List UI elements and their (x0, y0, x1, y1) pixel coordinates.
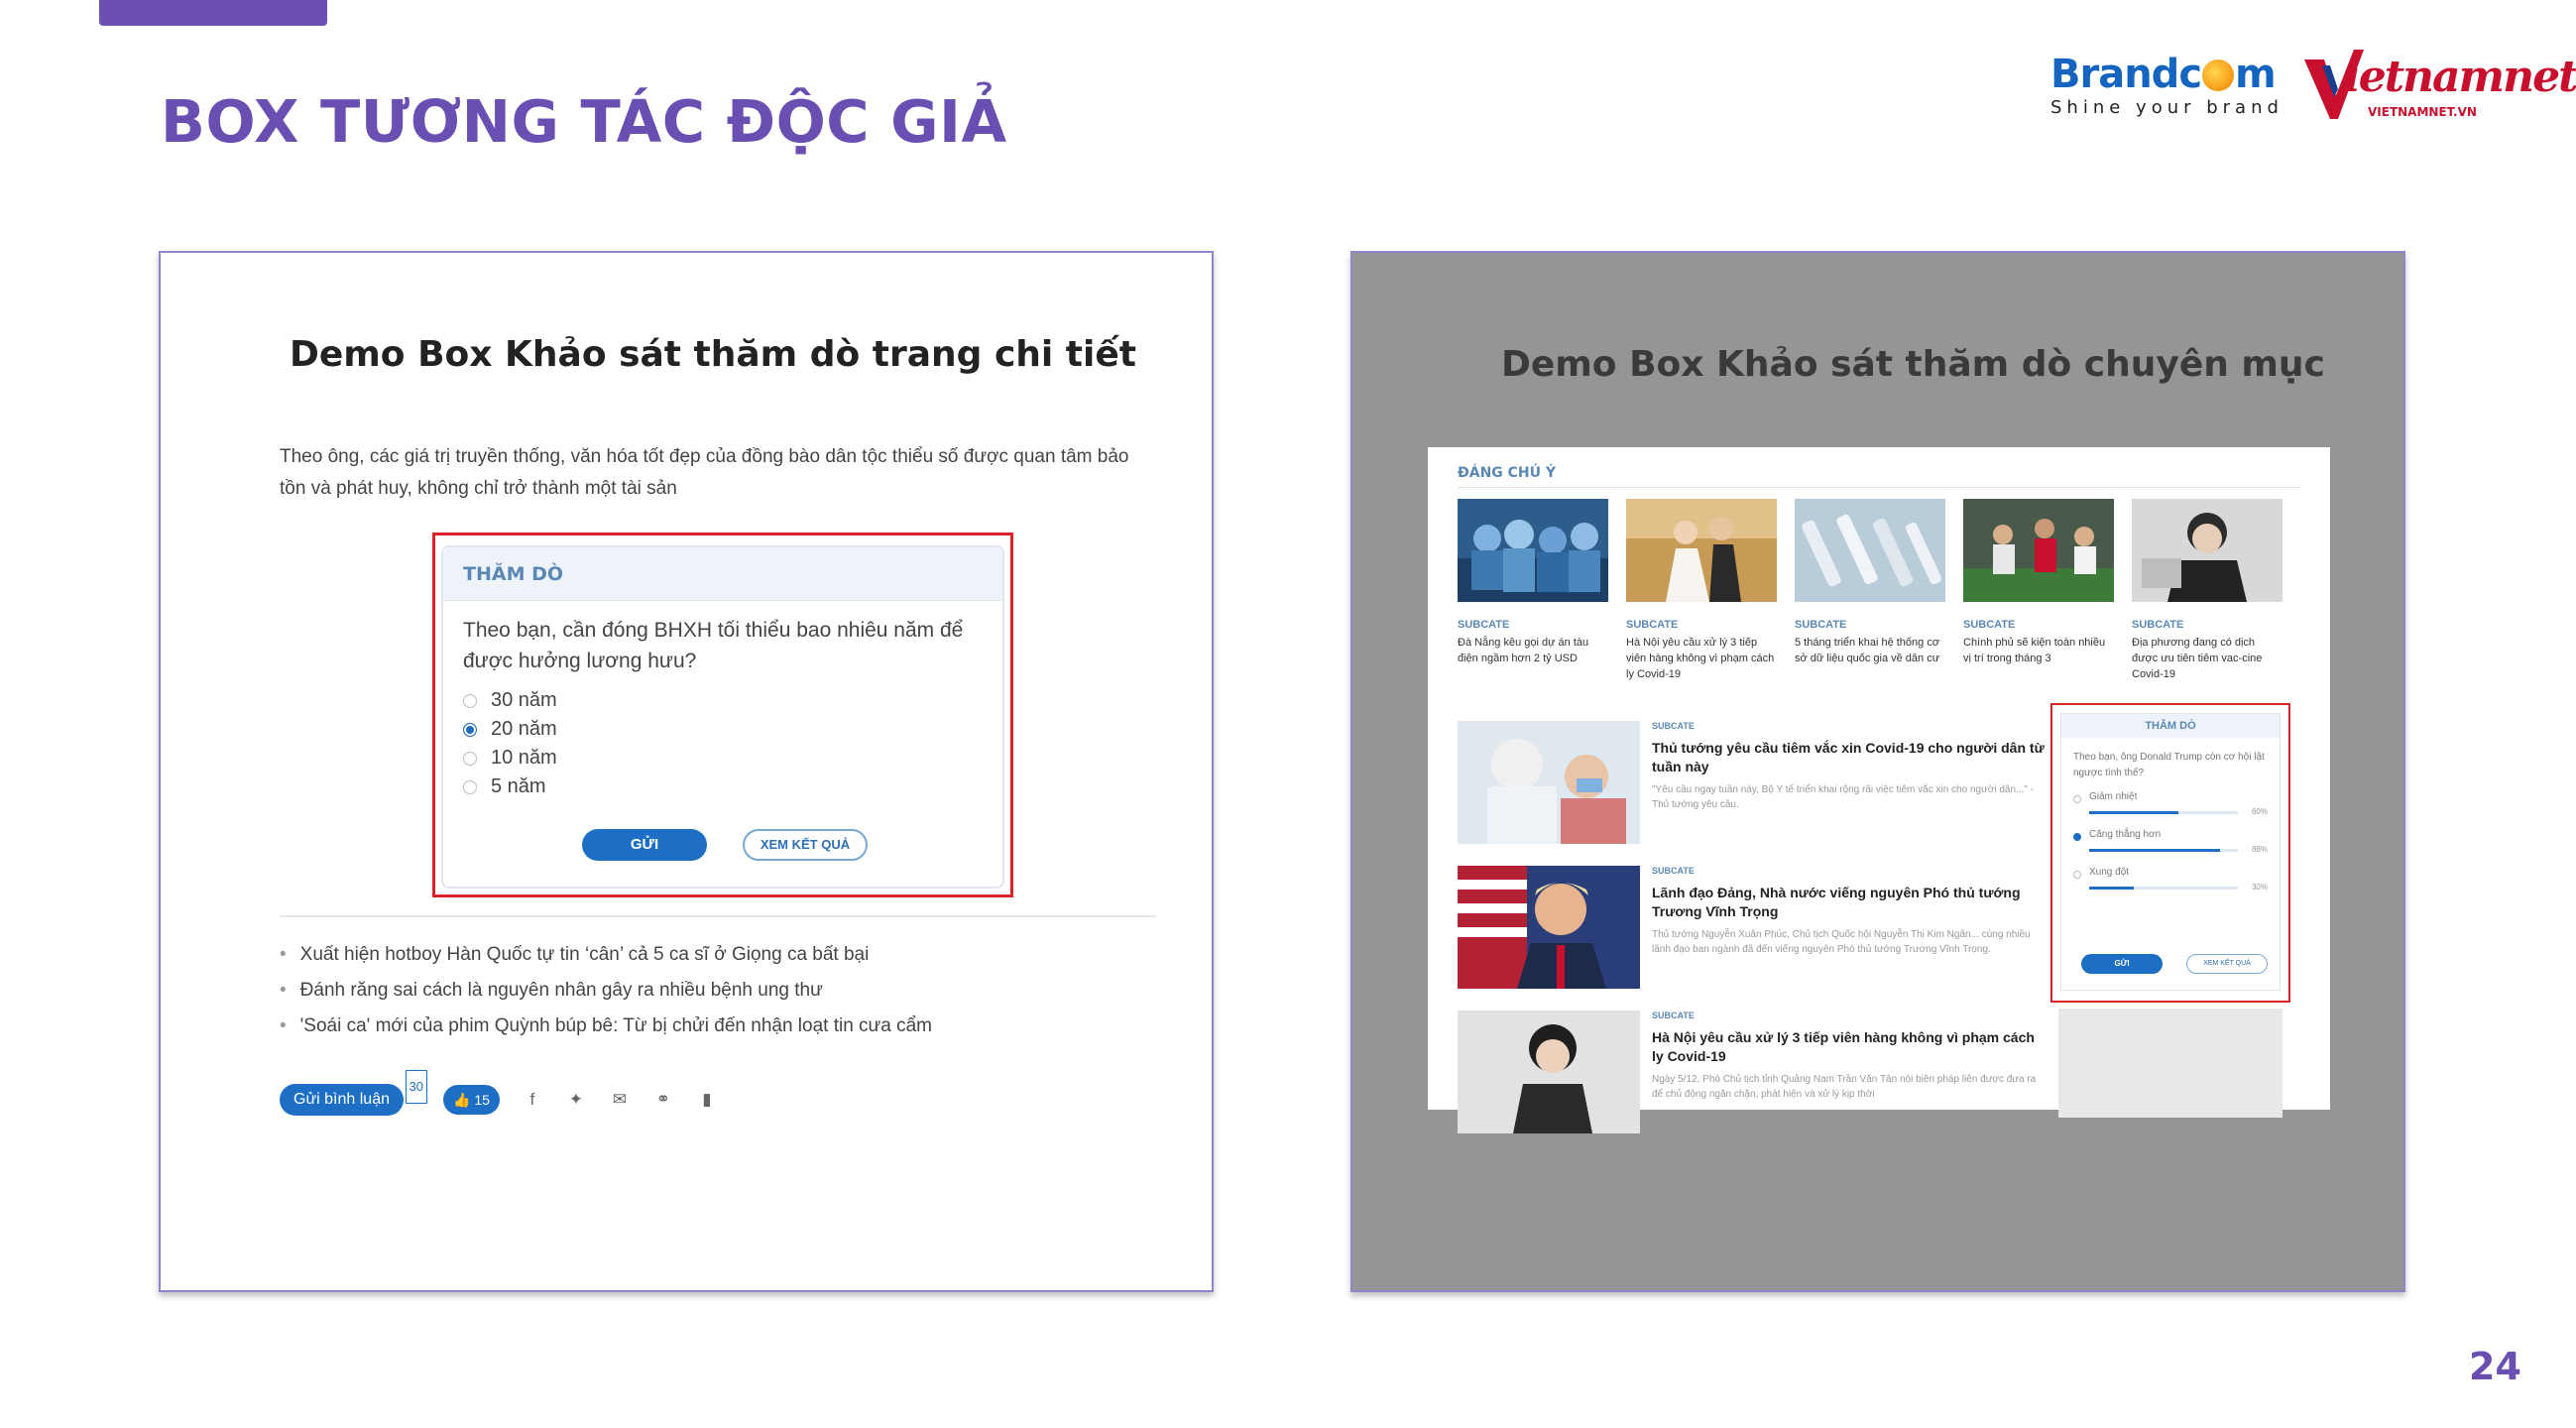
card-image-vaccine (1795, 499, 1945, 602)
card-image-football (1963, 499, 2114, 602)
featured-card[interactable]: SUBCATE Chính phủ sẽ kiện toàn nhiều vị trí trong tháng 3 (1963, 499, 2114, 666)
radio-button-selected[interactable] (2073, 833, 2081, 841)
poll-box (441, 545, 1004, 889)
related-article-link[interactable]: • 'Soái ca' mới của phim Quỳnh búp bê: Từ bị chửi đến nhận loạt tin cưa cẩm (280, 1009, 932, 1044)
left-demo-panel (159, 251, 1214, 1292)
section-rule (1458, 487, 2300, 488)
facebook-icon[interactable]: f (529, 1090, 535, 1109)
like-button[interactable]: 👍 15 (443, 1085, 500, 1115)
mini-poll-highlight-frame (2050, 703, 2290, 1003)
ad-placeholder (2058, 1009, 2283, 1118)
related-article-link[interactable]: • Đánh răng sai cách là nguyên nhân gây ra nhiều bệnh ung thư (280, 973, 932, 1009)
send-comment-button[interactable]: Gửi bình luận 30 (280, 1084, 404, 1116)
divider (280, 915, 1156, 917)
mini-poll-option[interactable]: Xung đột 30% (2073, 867, 2268, 904)
poll-view-results-button[interactable]: XEM KẾT QUẢ (743, 829, 868, 861)
result-bar (2089, 887, 2238, 890)
poll-actions (582, 829, 868, 861)
comment-count-badge: 30 (406, 1070, 427, 1104)
radio-button[interactable] (463, 694, 477, 708)
result-bar (2089, 811, 2238, 814)
right-panel-heading: Demo Box Khảo sát thăm dò chuyên mục (1501, 344, 2325, 385)
poll-highlight-frame (432, 533, 1013, 897)
poll-header: THĂM DÒ (443, 547, 1002, 601)
story-image-politician (1458, 866, 1640, 989)
related-article-link[interactable]: • Xuất hiện hotboy Hàn Quốc tự tin ‘cân’ cả 5 ca sĩ ở Giọng ca bất bại (280, 937, 932, 973)
section-label: ĐÁNG CHÚ Ý (1458, 465, 1557, 481)
result-bar-fill (2089, 811, 2178, 814)
article-text: Theo ông, các giá trị truyền thống, văn hóa tốt đẹp của đồng bào dân tộc thiểu số được quan tâm bảo tồn và phát huy, không chỉ trở thành một tài sản (280, 446, 1129, 499)
story-image-vaccination (1458, 721, 1640, 844)
bookmark-icon[interactable]: ▮ (702, 1090, 712, 1109)
mini-poll-option[interactable]: Giảm nhiệt 60% (2073, 791, 2268, 829)
poll-option[interactable]: 5 năm (463, 773, 983, 801)
card-image-medical (1458, 499, 1608, 602)
poll-option[interactable]: 30 năm (463, 686, 983, 715)
mini-poll-option[interactable]: Căng thẳng hơn 88% (2073, 829, 2268, 867)
featured-card[interactable]: SUBCATE 5 tháng triển khai hệ thống cơ sở dữ liệu quốc gia về dân cư (1795, 499, 1945, 666)
poll-options (443, 676, 1002, 801)
mini-poll-header: THĂM DÒ (2061, 714, 2280, 738)
result-bar (2089, 849, 2238, 852)
related-articles-list (280, 937, 932, 1044)
brandcom-logo (2050, 52, 2283, 121)
featured-card[interactable]: SUBCATE Đà Nẵng kêu gọi dự án tàu điện ngầm hơn 2 tỷ USD (1458, 499, 1608, 666)
radio-button[interactable] (2073, 871, 2081, 879)
email-icon[interactable]: ✉ (612, 1090, 628, 1109)
radio-button[interactable] (2073, 795, 2081, 803)
mini-poll-question: Theo bạn, ông Donald Trump còn cơ hội lật ngược tình thế? (2073, 752, 2265, 778)
card-image-couple (1626, 499, 1777, 602)
result-bar-fill (2089, 849, 2220, 852)
brandcom-o-icon (2202, 60, 2234, 91)
mini-poll-view-results-button[interactable]: XEM KẾT QUẢ (2186, 954, 2268, 974)
poll-question: Theo bạn, cần đóng BHXH tối thiểu bao nhiêu năm để được hưởng lương hưu? (463, 619, 964, 672)
vietnamnet-logo (2302, 46, 2576, 125)
featured-card[interactable]: SUBCATE Địa phương đang có dịch được ưu tiên tiêm vac-cine Covid-19 (2132, 499, 2283, 682)
page-number: 24 (2469, 1345, 2521, 1388)
radio-button[interactable] (463, 752, 477, 766)
right-demo-panel (1350, 251, 2405, 1292)
brandcom-wordmark: Brandc m (2050, 52, 2276, 97)
link-icon[interactable]: ⚭ (655, 1090, 671, 1109)
mini-poll-send-button[interactable]: GỬI (2081, 954, 2163, 974)
mini-poll-box (2060, 713, 2281, 991)
vietnamnet-domain: VIETNAMNET.VN (2368, 105, 2477, 119)
brandcom-tagline: Shine your brand (2050, 97, 2283, 118)
featured-card[interactable]: SUBCATE Hà Nội yêu cầu xử lý 3 tiếp viên hàng không vì phạm cách ly Covid-19 (1626, 499, 1777, 682)
twitter-icon[interactable]: ✦ (568, 1090, 584, 1109)
category-page-screenshot: ĐÁNG CHÚ Ý SUBCATE Đà Nẵng kêu gọi dự án tàu điện ngầm hơn 2 tỷ USD SUBCATE Hà Nội yêu cầu xử lý 3 tiếp viên hàng không vì phạm cách ly Covid-19 SUBCATE 5 tháng triển khai hệ thống cơ sở dữ liệu quốc gia về dân cư SUBCATE Chính phủ sẽ kiện toàn nhiều vị trí trong tháng 3 SUBCATE Địa phương đang có dịch được ưu tiên tiêm vac-cine Covid-19 SUBCATE Thủ tướng yêu cầu tiêm vắc xin Covid-19 cho người dân từ tuần này "Yêu cầu ngay tuần này, Bộ Y tế triển khai rộng rãi việc tiêm vắc xin cho người dân..." - Thủ tướng yêu cầu. SUBCATE Lãnh đạo Đảng, Nhà nước viếng nguyên Phó thủ tướng Trương Vĩnh Trọng Thủ tướng Nguyễn Xuân Phúc, Chủ tịch Quốc hội Nguyễn Thị Kim Ngân... cùng nhiều lãnh đạo ban ngành đã đến viếng nguyên Phó thủ tướng Trương Vĩnh Trọng. SUBCATE Hà Nội yêu cầu xử lý 3 tiếp viên hàng không vì phạm cách ly Covid-19 Ngày 5/12, Phó Chủ tịch tỉnh Quảng Nam Trần Văn Tân nói biện pháp liên được đưa ra để chủ động ngăn chặn, phát hiện và xử lý kịp thời THĂM DÒ Theo bạn, ông Donald Trump còn cơ hội lật ngược tình thế? Giảm nhiệt 60% Căng thẳng hơn 88% Xung đột 30% GỬI XEM KẾT QUẢ (1428, 447, 2330, 1110)
poll-option[interactable]: 10 năm (463, 744, 983, 773)
card-image-portrait (2132, 499, 2283, 602)
radio-button[interactable] (463, 780, 477, 794)
vietnamnet-wordmark: ietnamnet (2344, 52, 2576, 102)
left-panel-heading: Demo Box Khảo sát thăm dò trang chi tiết (290, 334, 1136, 375)
story-image-attendant (1458, 1011, 1640, 1133)
poll-send-button[interactable]: GỬI (582, 829, 707, 861)
share-bar (280, 1079, 718, 1116)
top-accent-bar (99, 0, 327, 26)
result-bar-fill (2089, 887, 2134, 890)
slide-title: BOX TƯƠNG TÁC ĐỘC GIẢ (161, 87, 1007, 156)
radio-button-selected[interactable] (463, 723, 477, 737)
poll-option[interactable]: 20 năm (463, 715, 983, 744)
